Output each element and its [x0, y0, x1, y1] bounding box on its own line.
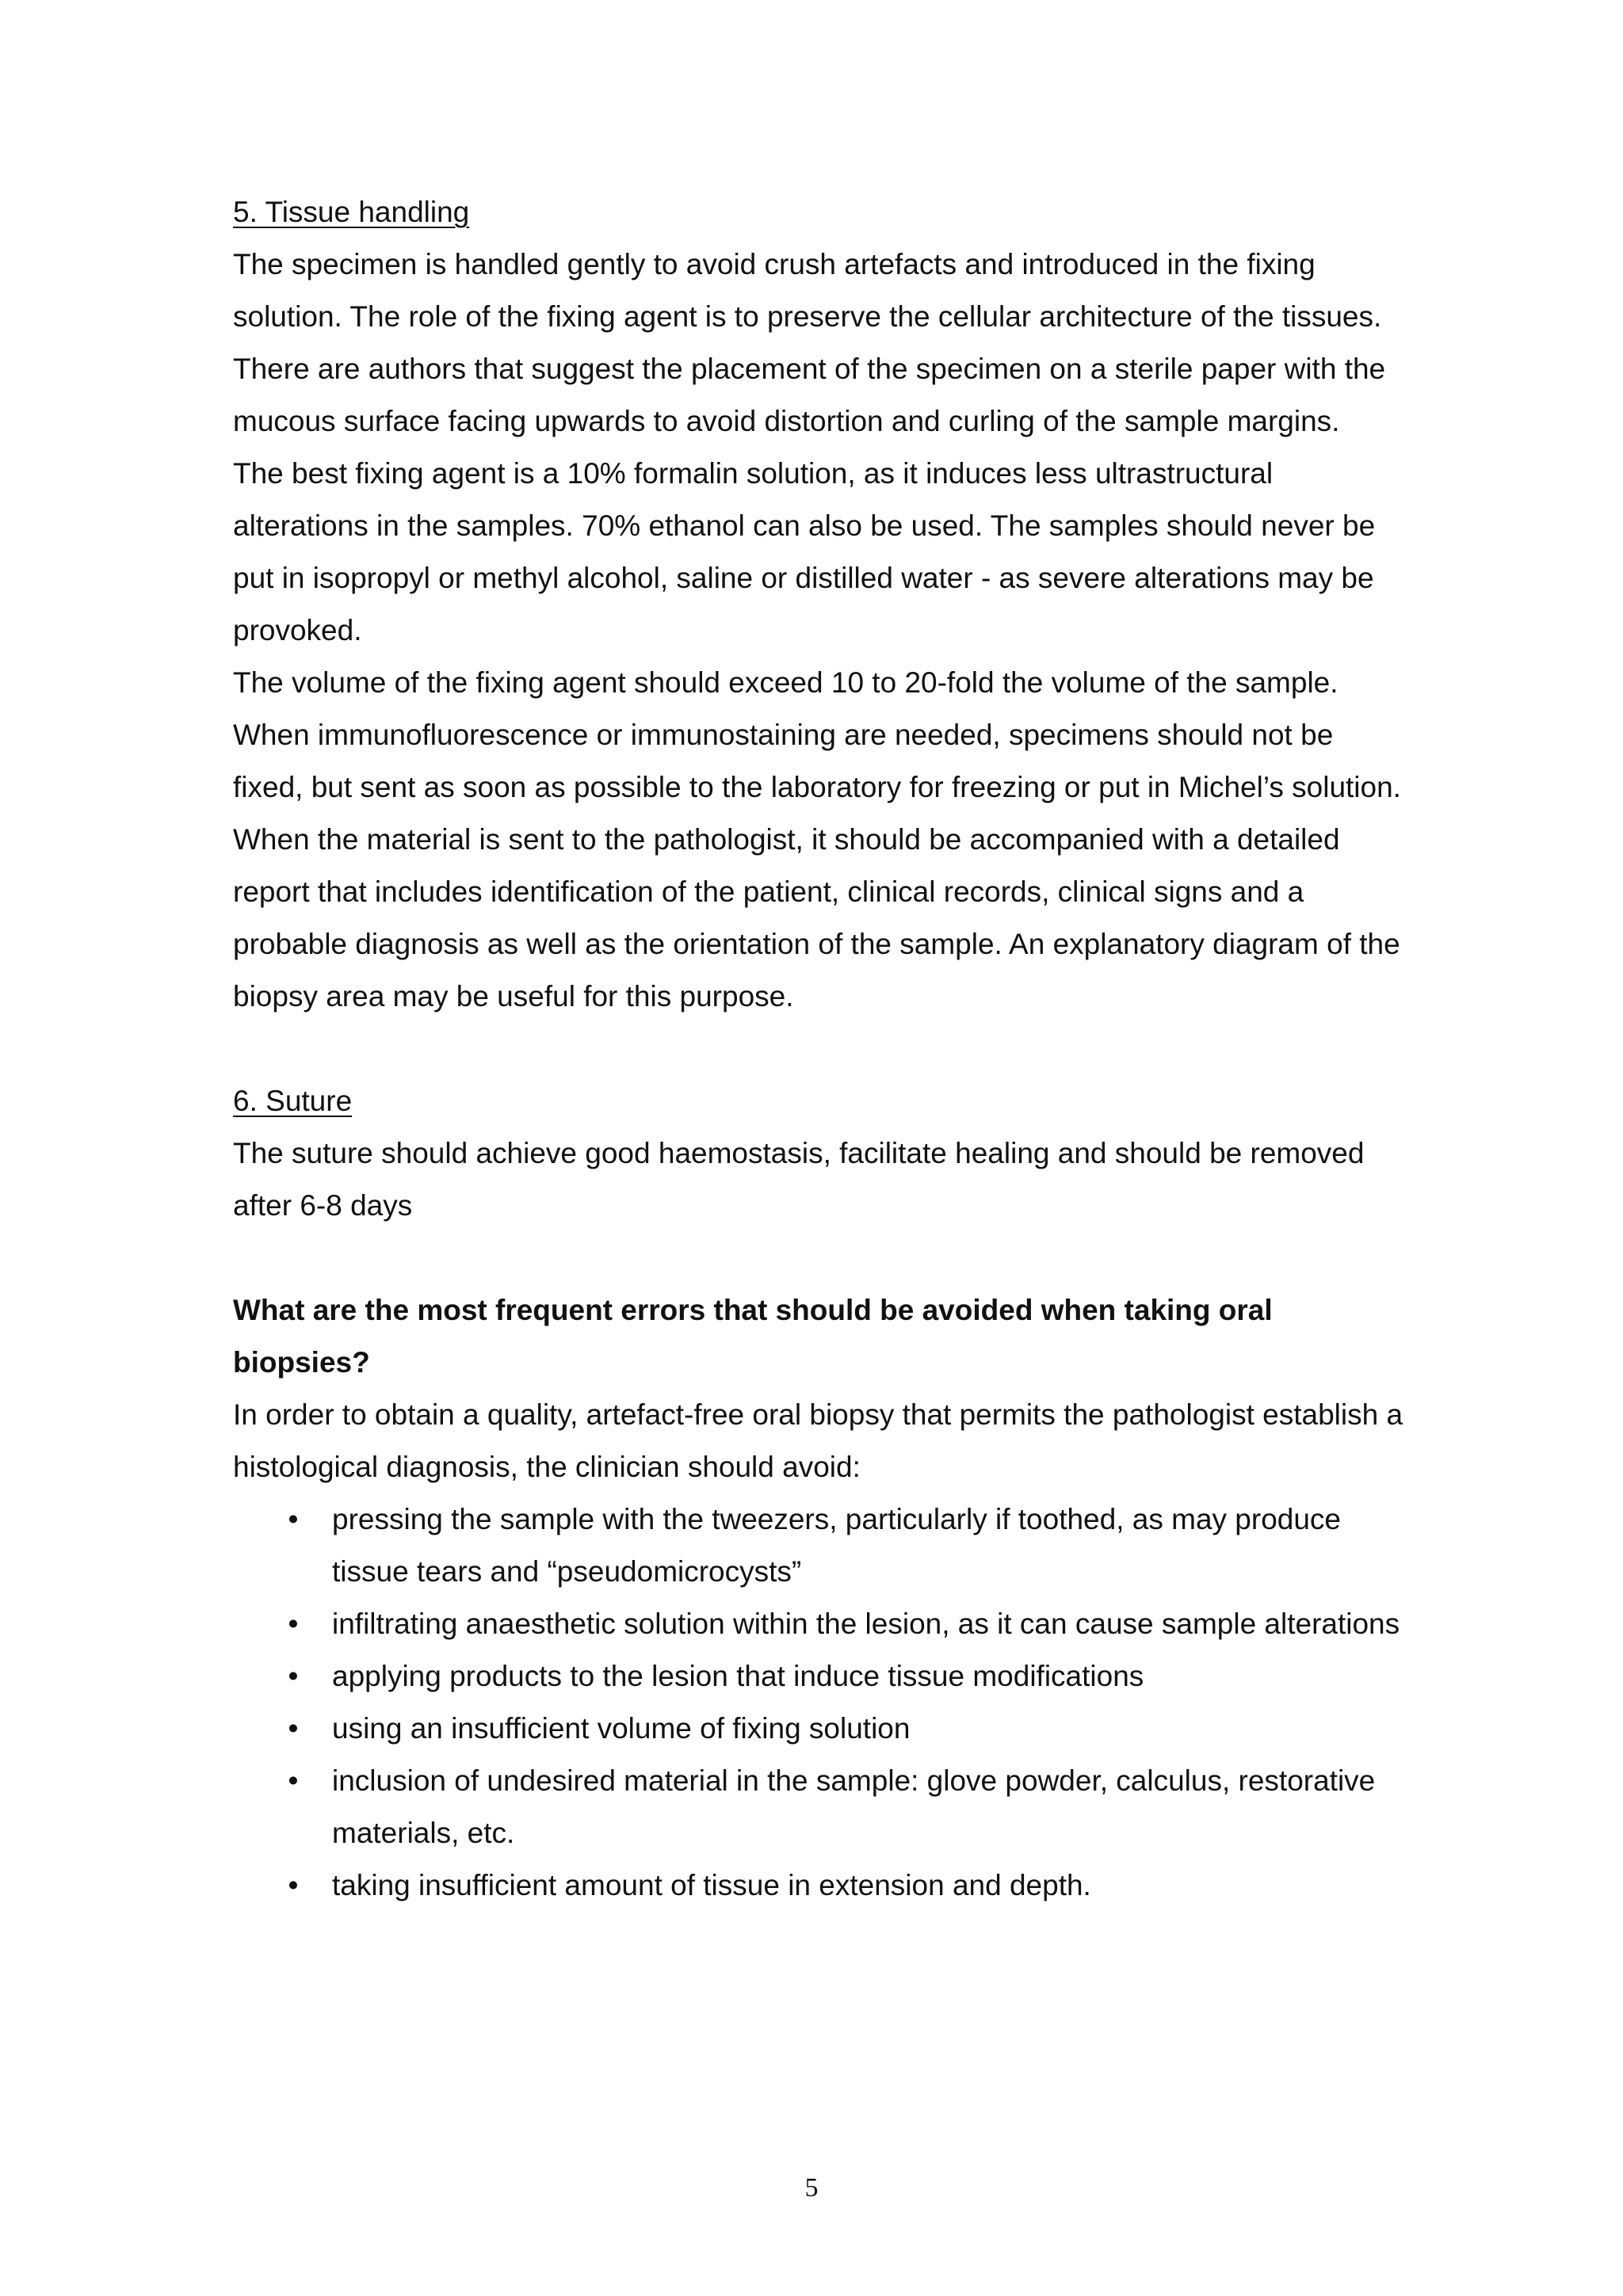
spacer: [233, 1232, 1406, 1284]
list-item-text: infiltrating anaesthetic solution within the lesion, as it can cause sample alterations: [332, 1608, 1400, 1640]
section-heading-suture: 6. Suture: [233, 1085, 353, 1117]
bullet-icon: •: [288, 1608, 299, 1640]
list-item: [233, 1703, 1406, 1755]
paragraph-tissue-handling-2: The best fixing agent is a 10% formalin solution, as it induces less ultrastructural alterations in the samples. 70% ethanol can also be used. The samples should never be put in isopropyl or methyl alcohol, saline or distilled water - as severe alterations may be provoked.: [233, 457, 1376, 646]
bullet-icon: •: [288, 1869, 299, 1901]
list-item-text: pressing the sample with the tweezers, particularly if toothed, as may produce tissue tears and “pseudomicrocysts”: [332, 1503, 1342, 1588]
page-number: 5: [804, 2173, 819, 2203]
list-item: [233, 1755, 1406, 1859]
bullet-icon: •: [288, 1503, 299, 1535]
list-item: [233, 1493, 1406, 1598]
paragraph-errors-intro: In order to obtain a quality, artefact-free oral biopsy that permits the pathologist establish a histological diagnosis, the clinician should avoid:: [233, 1398, 1403, 1483]
list-item-text: applying products to the lesion that induce tissue modifications: [332, 1660, 1144, 1692]
list-item-text: taking insufficient amount of tissue in extension and depth.: [332, 1869, 1091, 1901]
paragraph-tissue-handling-1: The specimen is handled gently to avoid crush artefacts and introduced in the fixing solution. The role of the fixing agent is to preserve the cellular architecture of the tissues. There are authors that suggest the placement of the specimen on a sterile paper with the mucous surface facing upwards to avoid distortion and curling of the sample margins.: [233, 248, 1386, 437]
list-item: [233, 1859, 1406, 1912]
list-item: [233, 1598, 1406, 1650]
list-item: [233, 1650, 1406, 1703]
question-heading: What are the most frequent errors that should be avoided when taking oral biopsies?: [233, 1294, 1273, 1379]
bullet-icon: •: [288, 1764, 299, 1797]
list-item-text: using an insufficient volume of fixing solution: [332, 1712, 911, 1745]
section-heading-tissue-handling: 5. Tissue handling: [233, 196, 470, 228]
bullet-icon: •: [288, 1660, 299, 1692]
page-content: [233, 186, 1406, 1912]
list-item-text: inclusion of undesired material in the sample: glove powder, calculus, restorative materials, etc.: [332, 1764, 1376, 1849]
paragraph-suture: The suture should achieve good haemostasis, facilitate healing and should be removed after 6-8 days: [233, 1137, 1365, 1222]
paragraph-tissue-handling-4: When the material is sent to the pathologist, it should be accompanied with a detailed report that includes identification of the patient, clinical records, clinical signs and a probable diagnosis as well as the orientation of the sample. An explanatory diagram of the biopsy area may be useful for this purpose.: [233, 823, 1400, 1013]
paragraph-tissue-handling-3: The volume of the fixing agent should exceed 10 to 20-fold the volume of the sample. When immunofluorescence or immunostaining are needed, specimens should not be fixed, but sent as soon as possible to the laboratory for freezing or put in Michel’s solution.: [233, 666, 1401, 803]
bullet-icon: •: [288, 1712, 299, 1745]
errors-list: [233, 1493, 1406, 1912]
spacer: [233, 1023, 1406, 1075]
